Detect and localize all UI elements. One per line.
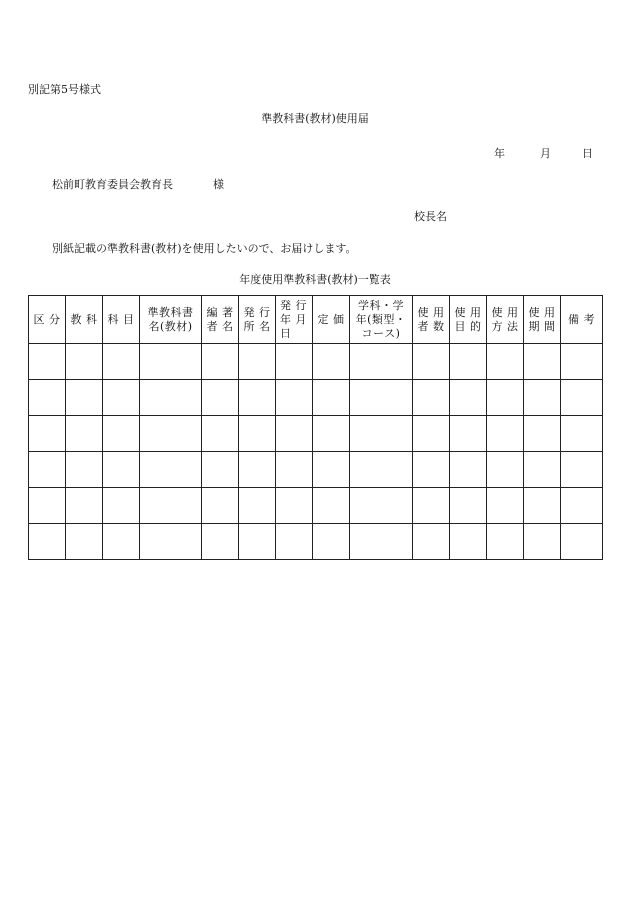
header-price: 定 価: [313, 296, 350, 344]
header-method: 使 用 方 法: [487, 296, 524, 344]
table-cell[interactable]: [239, 416, 276, 452]
table-cell[interactable]: [276, 488, 313, 524]
header-user-count: 使 用 者 数: [413, 296, 450, 344]
document-title: 準教科書(教材)使用届: [261, 112, 369, 125]
table-cell[interactable]: [561, 380, 603, 416]
table-cell[interactable]: [140, 344, 202, 380]
header-department-grade: 学科・学 年(類型・ コース): [350, 296, 413, 344]
table-cell[interactable]: [29, 452, 66, 488]
date-day-label: 日: [582, 147, 593, 160]
table-cell[interactable]: [140, 416, 202, 452]
table-cell[interactable]: [350, 452, 413, 488]
table-cell[interactable]: [140, 488, 202, 524]
table-cell[interactable]: [561, 488, 603, 524]
table-cell[interactable]: [202, 452, 239, 488]
table-cell[interactable]: [350, 524, 413, 560]
table-cell[interactable]: [561, 344, 603, 380]
table-cell[interactable]: [202, 416, 239, 452]
table-cell[interactable]: [202, 488, 239, 524]
form-number: 別記第5号様式: [28, 83, 101, 96]
table-cell[interactable]: [103, 488, 140, 524]
table-cell[interactable]: [66, 488, 103, 524]
table-cell[interactable]: [239, 344, 276, 380]
table-cell[interactable]: [239, 380, 276, 416]
table-cell[interactable]: [413, 380, 450, 416]
addressee-honorific: 様: [213, 178, 224, 191]
table-cell[interactable]: [66, 380, 103, 416]
table-cell[interactable]: [66, 524, 103, 560]
table-row: [29, 344, 603, 380]
table-cell[interactable]: [561, 524, 603, 560]
table-cell[interactable]: [413, 524, 450, 560]
table-cell[interactable]: [413, 488, 450, 524]
table-cell[interactable]: [313, 344, 350, 380]
table-row: [29, 524, 603, 560]
table-body: [29, 344, 603, 560]
header-publish-date: 発 行 年 月 日: [276, 296, 313, 344]
table-cell[interactable]: [350, 416, 413, 452]
table-cell[interactable]: [239, 488, 276, 524]
table-cell[interactable]: [561, 452, 603, 488]
date-month-label: 月: [540, 147, 551, 160]
table-cell[interactable]: [350, 380, 413, 416]
table-header-row: [29, 296, 603, 344]
header-publisher: 発 行 所 名: [239, 296, 276, 344]
principal-name-label: 校長名: [414, 210, 447, 223]
table-cell[interactable]: [66, 452, 103, 488]
table-cell[interactable]: [103, 524, 140, 560]
table-row: [29, 380, 603, 416]
table-cell[interactable]: [140, 524, 202, 560]
header-author: 編 著 者 名: [202, 296, 239, 344]
table-cell[interactable]: [313, 416, 350, 452]
table-cell[interactable]: [276, 416, 313, 452]
table-row: [29, 452, 603, 488]
table-cell[interactable]: [202, 344, 239, 380]
header-subject: 教 科: [66, 296, 103, 344]
date-line: [494, 148, 593, 159]
table-cell[interactable]: [487, 452, 524, 488]
table-cell[interactable]: [313, 452, 350, 488]
table-cell[interactable]: [524, 344, 561, 380]
table-cell[interactable]: [29, 380, 66, 416]
table-cell[interactable]: [450, 344, 487, 380]
table-row: [29, 416, 603, 452]
header-category: 区 分: [29, 296, 66, 344]
table-cell[interactable]: [413, 452, 450, 488]
table-cell[interactable]: [350, 344, 413, 380]
table-cell[interactable]: [450, 380, 487, 416]
table-cell[interactable]: [487, 380, 524, 416]
table-cell[interactable]: [524, 524, 561, 560]
table-cell[interactable]: [29, 488, 66, 524]
table-cell[interactable]: [140, 452, 202, 488]
table-cell[interactable]: [103, 344, 140, 380]
table-cell[interactable]: [487, 488, 524, 524]
table-cell[interactable]: [313, 380, 350, 416]
table-cell[interactable]: [239, 524, 276, 560]
table-cell[interactable]: [524, 380, 561, 416]
header-purpose: 使 用 目 的: [450, 296, 487, 344]
table-cell[interactable]: [413, 344, 450, 380]
body-text: 別紙記載の準教科書(教材)を使用したいので、お届けします。: [52, 242, 357, 255]
addressee-name: 松前町教育委員会教育長: [52, 178, 173, 191]
addressee-line: [52, 179, 224, 190]
table-cell[interactable]: [350, 488, 413, 524]
table-cell[interactable]: [239, 452, 276, 488]
table-cell[interactable]: [313, 524, 350, 560]
table-cell[interactable]: [524, 488, 561, 524]
usage-list-table: [28, 295, 603, 560]
header-period: 使 用 期 間: [524, 296, 561, 344]
table-cell[interactable]: [29, 524, 66, 560]
table-cell[interactable]: [202, 380, 239, 416]
table-cell[interactable]: [66, 416, 103, 452]
table-cell[interactable]: [66, 344, 103, 380]
table-cell[interactable]: [524, 452, 561, 488]
table-cell[interactable]: [103, 452, 140, 488]
table-cell[interactable]: [487, 344, 524, 380]
table-cell[interactable]: [276, 344, 313, 380]
table-cell[interactable]: [313, 488, 350, 524]
table-cell[interactable]: [413, 416, 450, 452]
header-remarks: 備 考: [561, 296, 603, 344]
table-cell[interactable]: [450, 488, 487, 524]
header-course: 科 目: [103, 296, 140, 344]
table-cell[interactable]: [450, 416, 487, 452]
table-cell[interactable]: [561, 416, 603, 452]
table-title: 年度使用準教科書(教材)一覧表: [239, 273, 391, 286]
table-cell[interactable]: [487, 524, 524, 560]
table-cell[interactable]: [276, 380, 313, 416]
table-cell[interactable]: [524, 416, 561, 452]
table-cell[interactable]: [103, 380, 140, 416]
table-cell[interactable]: [29, 344, 66, 380]
table-cell[interactable]: [450, 452, 487, 488]
table-row: [29, 488, 603, 524]
date-year-label: 年: [494, 147, 505, 160]
table-cell[interactable]: [103, 416, 140, 452]
table-cell[interactable]: [487, 416, 524, 452]
table-cell[interactable]: [140, 380, 202, 416]
table-cell[interactable]: [29, 416, 66, 452]
header-textbook-name: 準教科書 名(教材): [140, 296, 202, 344]
table-cell[interactable]: [276, 452, 313, 488]
table-cell[interactable]: [276, 524, 313, 560]
table-cell[interactable]: [202, 524, 239, 560]
table-cell[interactable]: [450, 524, 487, 560]
